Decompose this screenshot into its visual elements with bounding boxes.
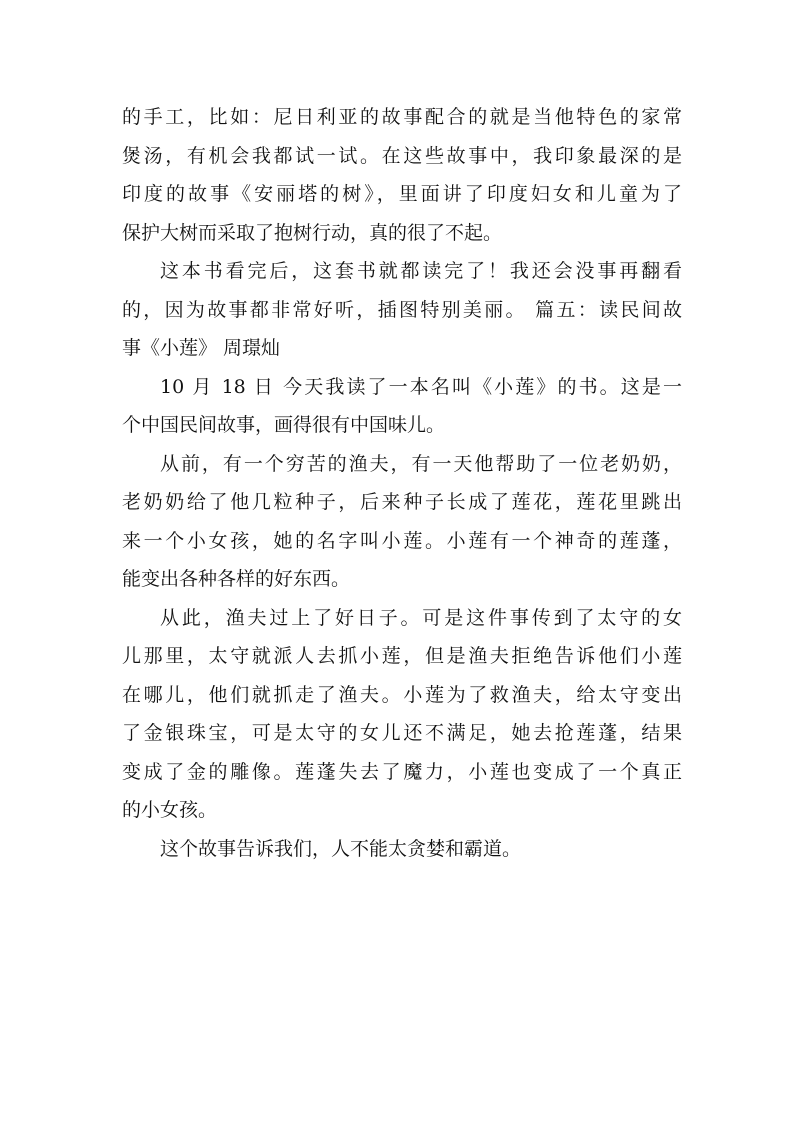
- text-line: 在哪儿，他们就抓走了渔夫。小莲为了救渔夫，给太守变出: [122, 683, 682, 706]
- text-line: 这本书看完后，这套书就都读完了！我还会没事再翻看: [160, 260, 682, 282]
- text-line: 能变出各种各样的好东西。: [122, 568, 351, 590]
- text-line: 了金银珠宝，可是太守的女儿还不满足，她去抢莲蓬，结果: [122, 722, 682, 744]
- text-line: 从前，有一个穷苦的渔夫，有一天他帮助了一位老奶奶，: [160, 452, 682, 475]
- paragraph-6: [122, 830, 682, 869]
- document-body: [122, 98, 682, 868]
- text-line: 的小女孩。: [122, 799, 218, 821]
- text-line: 印度的故事《安丽塔的树》，里面讲了印度妇女和儿童为了: [122, 183, 682, 205]
- text-line: 变成了金的雕像。莲蓬失去了魔力，小莲也变成了一个真正: [122, 760, 682, 783]
- paragraph-5: [122, 599, 682, 830]
- text-line: 来一个小女孩，她的名字叫小莲。小莲有一个神奇的莲蓬，: [122, 529, 682, 552]
- text-line: 这个故事告诉我们，人不能太贪婪和霸道。: [160, 837, 522, 860]
- paragraph-2: [122, 252, 682, 368]
- paragraph-3: [122, 368, 682, 445]
- text-line: 儿那里，太守就派人去抓小莲，但是渔夫拒绝告诉他们小莲: [122, 645, 682, 667]
- paragraph-1: [122, 98, 682, 252]
- text-line: 的，因为故事都非常好听，插图特别美丽。 篇五：读民间故: [122, 298, 682, 321]
- paragraph-4: [122, 445, 682, 599]
- text-line: 事《小莲》 周璟灿: [122, 337, 281, 359]
- text-line: 老奶奶给了他几粒种子，后来种子长成了莲花，莲花里跳出: [122, 491, 682, 513]
- text-line: 保护大树而采取了抱树行动，真的很了不起。: [122, 221, 503, 244]
- text-line: 的手工，比如：尼日利亚的故事配合的就是当他特色的家常: [122, 106, 682, 128]
- text-line: 煲汤，有机会我都试一试。在这些故事中，我印象最深的是: [122, 144, 682, 167]
- text-line: 10 月 18 日 今天我读了一本名叫《小莲》的书。这是一: [160, 375, 682, 398]
- text-line: 从此，渔夫过上了好日子。可是这件事传到了太守的女: [160, 606, 682, 629]
- text-line: 个中国民间故事，画得很有中国味儿。: [122, 414, 446, 436]
